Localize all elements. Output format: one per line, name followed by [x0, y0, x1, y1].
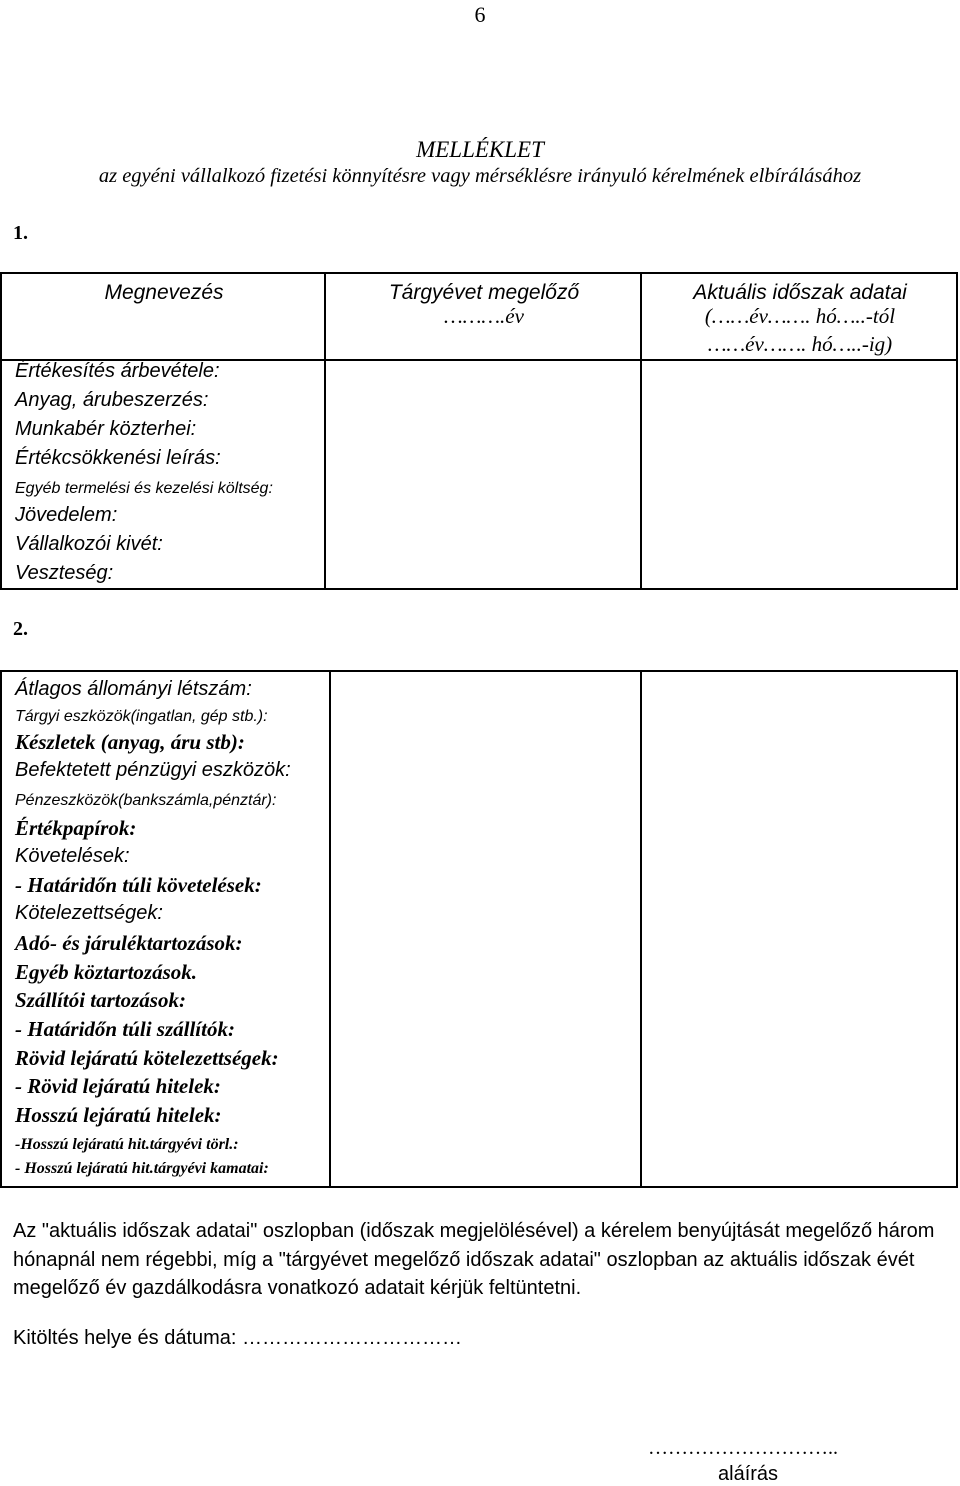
- s1-row-withdrawal: Vállalkozói kivét:: [15, 533, 163, 555]
- section-1-number: 1.: [13, 222, 28, 244]
- s1-row-wage-costs: Munkabér közterhei:: [15, 418, 197, 440]
- s2-row-short-term-loans: - Rövid lejáratú hitelek:: [15, 1074, 221, 1098]
- s1-header-current-line2: (……év……. hó…..-tól: [704, 304, 896, 328]
- s1-row-loss: Veszteség:: [15, 562, 114, 584]
- s1-row-other-costs: Egyéb termelési és kezelési költség:: [15, 480, 273, 497]
- s1-row-depreciation: Értékcsökkenési leírás:: [15, 447, 221, 469]
- s2-row-overdue-receivables: - Határidőn túli követelések:: [15, 873, 262, 897]
- s1-row-materials: Anyag, árubeszerzés:: [15, 389, 209, 411]
- s2-row-supplier-debts: Szállítói tartozások:: [15, 988, 186, 1012]
- section-2-table: [0, 670, 958, 1188]
- s1-header-prev-line1: Tárgyévet megelőző: [388, 281, 580, 304]
- s2-row-tax-arrears: Adó- és járuléktartozások:: [15, 931, 243, 955]
- s1-prev-values-cell[interactable]: [326, 361, 642, 590]
- s1-row-income: Jövedelem:: [15, 504, 118, 526]
- s2-row-financial-investments: Befektetett pénzügyi eszközök:: [15, 759, 291, 781]
- instruction-note: Az "aktuális időszak adatai" oszlopban (időszak megjelölésével) a kérelem benyújtását megelőző három hónapnál nem régebbi, míg a "tárgyévet megelőző időszak adatai" oszlopban az aktuális időszak évét megelőző év gazdálkodásra vonatkozó adatait kérjük feltüntetni.: [13, 1220, 935, 1299]
- page-number: 6: [474, 2, 486, 27]
- s2-row-long-term-repayment: -Hosszú lejáratú hit.tárgyévi törl.:: [15, 1136, 239, 1153]
- s2-row-long-term-loans: Hosszú lejáratú hitelek:: [15, 1103, 222, 1127]
- s2-row-long-term-interest: - Hosszú lejáratú hit.tárgyévi kamatai:: [15, 1160, 269, 1177]
- document-subtitle: az egyéni vállalkozó fizetési könnyítésre vagy mérséklésre irányuló kérelmének elbírálásához: [98, 165, 862, 187]
- s1-header-current-line3: ……év……. hó…..-ig): [707, 332, 893, 356]
- section-2-number: 2.: [13, 618, 28, 640]
- signature-label: aláírás: [718, 1463, 779, 1485]
- s1-header-name: Megnevezés: [104, 281, 224, 304]
- place-and-date-field[interactable]: Kitöltés helye és dátuma: ……………………………: [13, 1327, 463, 1349]
- s2-row-short-term-liabilities: Rövid lejáratú kötelezettségek:: [15, 1046, 279, 1070]
- s2-row-fixed-assets: Tárgyi eszközök(ingatlan, gép stb.):: [15, 708, 268, 725]
- s2-row-inventories: Készletek (anyag, áru stb):: [15, 730, 245, 754]
- s1-row-sales-revenue: Értékesítés árbevétele:: [15, 360, 220, 382]
- s1-header-current-line1: Aktuális időszak adatai: [693, 281, 907, 304]
- signature-line[interactable]: ………………………..: [648, 1437, 838, 1459]
- s2-row-overdue-suppliers: - Határidőn túli szállítók:: [15, 1017, 235, 1041]
- s2-row-other-public-debts: Egyéb köztartozások.: [15, 960, 198, 984]
- s1-header-prev-line2: ……….év: [444, 304, 524, 328]
- s1-current-values-cell[interactable]: [642, 361, 958, 590]
- s2-row-securities: Értékpapírok:: [15, 816, 137, 840]
- s2-row-liabilities: Kötelezettségek:: [15, 902, 163, 924]
- s2-row-cash: Pénzeszközök(bankszámla,pénztár):: [15, 792, 277, 809]
- s2-current-values-cell[interactable]: [642, 672, 958, 1188]
- section-1-table: [0, 272, 958, 590]
- s2-prev-values-cell[interactable]: [331, 672, 642, 1188]
- s2-row-headcount: Átlagos állományi létszám:: [15, 678, 252, 700]
- s2-row-receivables: Követelések:: [15, 845, 130, 867]
- document-title: MELLÉKLET: [416, 137, 544, 162]
